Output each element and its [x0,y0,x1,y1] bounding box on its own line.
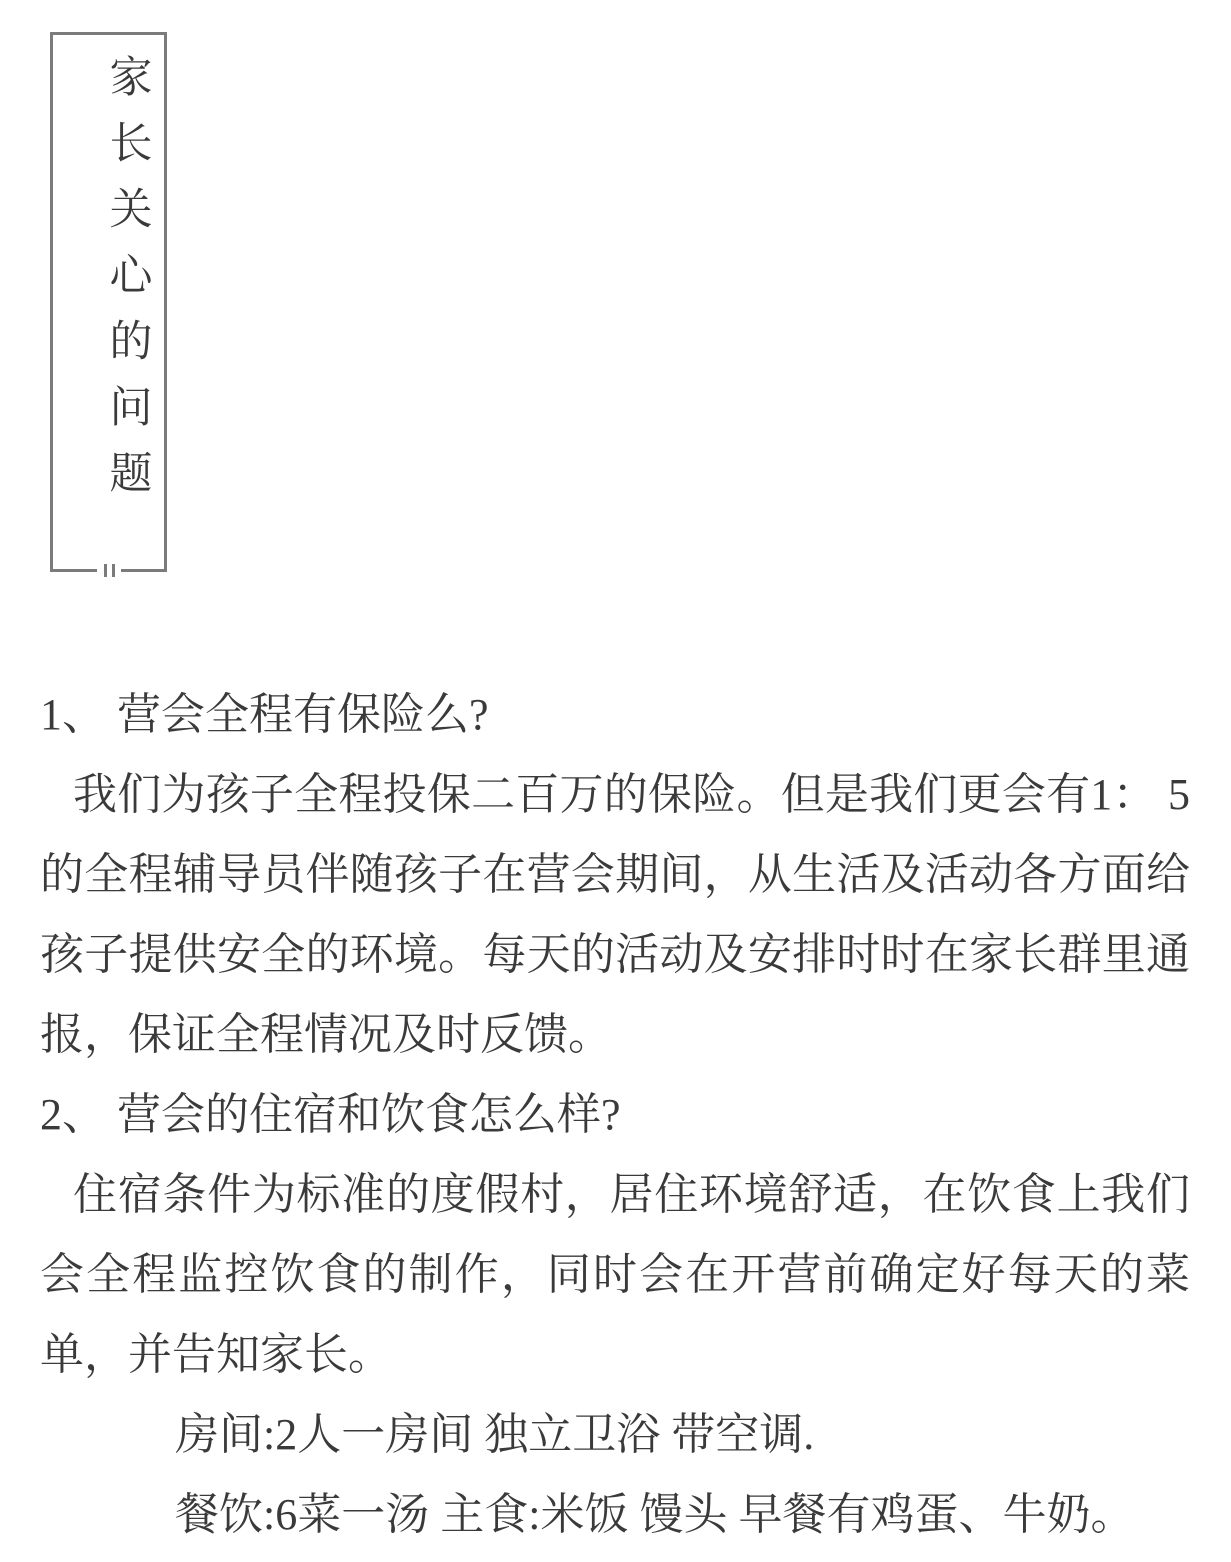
answer-line: 孩子提供安全的环境。每天的活动及安排时时在家长群里通 [40,930,1190,979]
answer-line: 会全程监控饮食的制作，同时会在开营前确定好每天的菜 [40,1250,1190,1299]
question-line: 1、 营会全程有保险么? [40,690,489,739]
question-line: 2、 营会的住宿和饮食怎么样? [40,1090,621,1139]
title-box [50,32,167,572]
answer-line: 我们为孩子全程投保二百万的保险。但是我们更会有1： 5 [73,770,1190,819]
document-body [40,675,1190,1555]
title-char: 的 [109,318,153,366]
section-break-marker [97,562,121,578]
title-char: 家 [109,54,153,102]
vertical-title [109,41,153,503]
title-char: 心 [109,252,153,300]
answer-line: 报，保证全程情况及时反馈。 [40,1010,612,1059]
answer-line: 单，并告知家长。 [40,1330,392,1379]
break-tick [112,564,115,577]
title-char: 题 [109,450,153,498]
title-char: 关 [109,186,153,234]
answer-line: 住宿条件为标准的度假村，居住环境舒适，在饮食上我们 [73,1170,1190,1219]
title-char: 问 [109,384,153,432]
title-char: 长 [109,120,153,168]
detail-line: 房间:2人一房间 独立卫浴 带空调. [175,1410,815,1459]
detail-line: 餐饮:6菜一汤 主食:米饭 馒头 早餐有鸡蛋、牛奶。 [175,1490,1135,1539]
answer-line: 的全程辅导员伴随孩子在营会期间，从生活及活动各方面给 [40,850,1190,899]
break-tick [104,564,107,577]
